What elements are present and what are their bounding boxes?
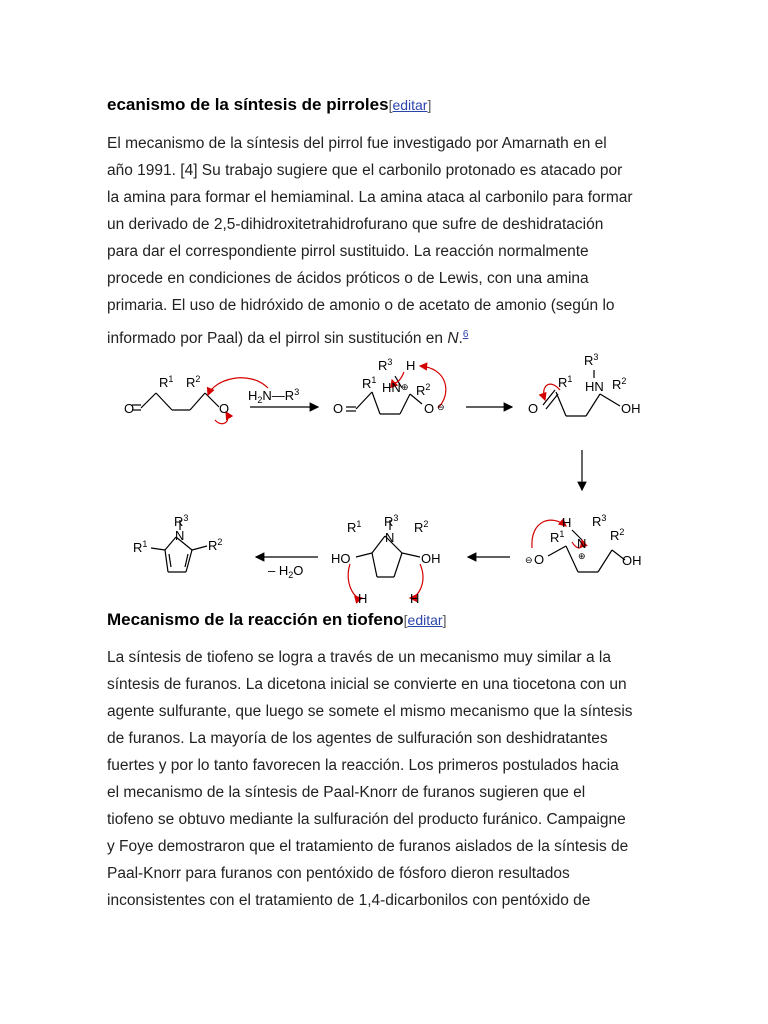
text-line: agente sulfurante, que luego se somete el mismo mecanismo que la síntesis — [107, 703, 633, 720]
edit-section-link-wrapper: [editar] — [388, 97, 432, 113]
label-r3: $R^3$ — [384, 513, 399, 529]
text-line: un derivado de 2,5-dihidroxitetrahidrofurano que sufre de deshidratación — [107, 216, 604, 233]
edit-link[interactable]: editar — [392, 97, 428, 113]
label-r1: $R^1$ — [133, 539, 148, 555]
reference-link[interactable]: 6 — [462, 329, 469, 340]
label-r2: $R^2$ — [610, 527, 625, 543]
text-line: procede en condiciones de ácidos próticos o de Lewis, con una amina — [107, 270, 589, 287]
label-water-removal: – $H_2O$ — [268, 563, 304, 580]
label-r3: $R^3$ — [174, 513, 189, 529]
text-line: para dar el correspondiente pirrol sustituido. La reacción normalmente — [107, 243, 589, 260]
section-heading-pyrrole — [107, 95, 431, 115]
italic-n: N — [447, 330, 459, 348]
text-line: el mecanismo de la síntesis de Paal-Knorr de furanos sugieren que el — [107, 784, 586, 801]
text-line: inconsistentes con el tratamiento de 1,4-dicarbonilos con pentóxido de — [107, 892, 591, 909]
edit-section-link-wrapper: [editar] — [403, 612, 447, 628]
svg-text:HN: HN — [382, 380, 401, 395]
svg-text:OH: OH — [421, 551, 441, 566]
label-r3: $R^3$ — [592, 513, 607, 529]
heading-text: Mecanismo de la reacción en tiofeno — [107, 610, 404, 629]
scheme-labels — [124, 352, 642, 606]
svg-text:O: O — [219, 401, 230, 416]
diketone-structure — [132, 393, 219, 410]
label-r2: $R^2$ — [416, 382, 431, 398]
text-line: La síntesis de tiofeno se logra a través de un mecanismo muy similar a la — [107, 649, 611, 666]
reaction-scheme — [0, 350, 768, 610]
svg-text:N: N — [385, 530, 395, 545]
text-line: tiofeno se obtuvo mediante la sulfuración del producto furánico. Campaigne — [107, 811, 626, 828]
svg-text:⊕: ⊕ — [578, 551, 586, 561]
svg-text:HO: HO — [331, 551, 351, 566]
label-r1: $R^1$ — [558, 374, 573, 390]
text-line: y Foye demostraron que el tratamiento de furanos aislados de la síntesis de — [107, 838, 629, 855]
heading-text: ecanismo de la síntesis de pirroles — [107, 95, 389, 114]
svg-text:⊖: ⊖ — [525, 555, 533, 565]
svg-text:O: O — [124, 401, 135, 416]
edit-link[interactable]: editar — [407, 612, 443, 628]
paragraph-pyrrole-mechanism — [107, 130, 667, 352]
label-r1: $R^1$ — [550, 529, 565, 545]
label-r3: $R^3$ — [584, 352, 599, 368]
svg-text:N: N — [577, 536, 587, 551]
label-amine: $H_2N—R^3$ — [248, 387, 300, 405]
svg-text:H: H — [562, 515, 572, 530]
svg-text:OH: OH — [622, 553, 642, 568]
svg-text:O: O — [333, 401, 344, 416]
label-r1: $R^1$ — [347, 519, 362, 535]
text-line: primaria. El uso de hidróxido de amonio o de acetato de amonio (según lo — [107, 297, 615, 314]
svg-text:H: H — [406, 358, 416, 373]
svg-text:O: O — [528, 401, 539, 416]
label-r1: $R^1$ — [159, 374, 174, 390]
svg-text:N: N — [175, 528, 185, 543]
text-line: síntesis de furanos. La dicetona inicial se convierte en una tiocetona con un — [107, 676, 627, 693]
paragraph-thiophene-mechanism — [107, 644, 667, 914]
text-line: la amina para formar el hemiaminal. La amina ataca al carbonilo para formar — [107, 189, 633, 206]
svg-text:⊖: ⊖ — [437, 402, 445, 412]
svg-text:HN: HN — [585, 379, 604, 394]
text-line: fuertes y por lo tanto favorecen la reacción. Los primeros postulados hacia — [107, 757, 619, 774]
text-line: Paal-Knorr para furanos con pentóxido de fósforo dieron resultados — [107, 865, 570, 882]
svg-text:O: O — [534, 552, 545, 567]
text-line: de furanos. La mayoría de los agentes de sulfuración son deshidratantes — [107, 730, 608, 747]
label-r2: $R^2$ — [208, 537, 223, 553]
hemiaminal-cyclization — [543, 370, 620, 416]
svg-text:O: O — [424, 401, 435, 416]
text-line-last: informado por Paal) da el pirrol sin sustitución en N.$^6$ — [107, 319, 667, 352]
section-heading-thiophene — [107, 610, 446, 630]
svg-text:H: H — [410, 591, 420, 606]
svg-text:OH: OH — [621, 401, 641, 416]
label-r3: $R^3$ — [378, 357, 393, 373]
label-r2: $R^2$ — [186, 374, 201, 390]
label-r2: $R^2$ — [612, 376, 627, 392]
text-line: año 1991. [4] Su trabajo sugiere que el carbonilo protonado es atacado por — [107, 162, 623, 179]
label-r1: $R^1$ — [362, 375, 377, 391]
label-r2: $R^2$ — [414, 519, 429, 535]
reference-mark — [463, 325, 469, 340]
svg-text:⊕: ⊕ — [401, 382, 409, 392]
text-line: El mecanismo de la síntesis del pirrol fue investigado por Amarnath en el — [107, 135, 607, 152]
svg-text:H: H — [358, 591, 368, 606]
